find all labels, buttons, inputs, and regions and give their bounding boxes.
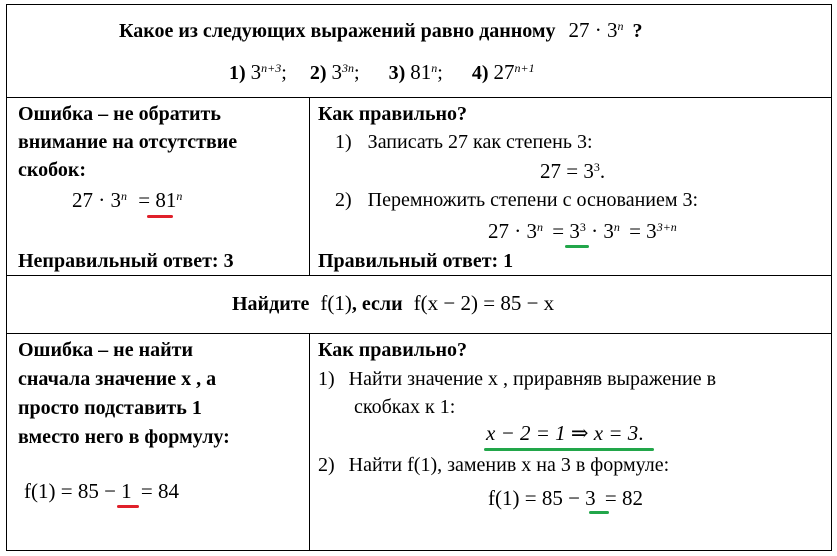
task1-correct-title: Как правильно? [318,103,468,125]
task1-right-answer: Правильный ответ: 1 [318,250,514,272]
option-2: 2) $3^{3n}$; [309,60,360,84]
divider-1 [6,97,832,98]
task2-header: Найдите f(1), если f(x − 2) = 85 − x [232,291,555,315]
task2-error-line-3: просто подставить 1 [18,397,202,419]
task1-options [229,60,535,85]
red-underline-1 [117,505,139,508]
green-underline-solution [484,448,654,451]
task1-step2-formula: $27 \cdot 3^n = 3^3 \cdot 3^n = 3^{3+n}$ [488,219,677,243]
task1-step1-formula: $27 = 3^3$. [540,159,606,183]
task2-step1-line2: скобках к 1: [354,396,456,418]
column-divider-bottom [309,333,310,551]
option-1: 1) $3^{n+3}$; [229,60,287,84]
task2-error-formula: f(1) = 85 − 1 = 84 [24,479,180,503]
divider-2 [6,275,832,276]
option-3: 3) 81$^n$; [388,60,443,84]
task1-step2: 2) Перемножить степени с основанием 3: [335,189,699,211]
column-divider-top [309,97,310,275]
divider-3 [6,333,832,334]
task1-step1: 1) Записать 27 как степень 3: [335,131,593,153]
task1-error-line-1: Ошибка – не обратить [18,103,221,125]
green-underline-3 [589,511,609,514]
task1-error-line-2: внимание на отсутствие [18,131,238,153]
task1-question [119,18,643,43]
task2-step2: 2) Найти f(1), заменив x на 3 в формуле: [318,454,670,476]
task1-error-line-3: скобок: [18,159,87,181]
task1-question-mark: ? [632,20,643,42]
task2-error-line-4: вместо него в формулу: [18,426,230,448]
task1-error-formula: $27 \cdot 3^n = 81^n$ [72,188,183,212]
red-underline-81n [147,215,173,218]
task2-error-line-2: сначала значение x , а [18,368,217,390]
task2-step2-formula: f(1) = 85 − 3 = 82 [488,486,644,510]
task2-step1-formula: x − 2 = 1 ⇒ x = 3. [486,421,644,445]
task2-error-line-1: Ошибка – не найти [18,339,193,361]
task2-correct-title: Как правильно? [318,339,468,361]
task1-question-expr: $27 \cdot 3^n$ [568,18,624,42]
task1-question-text: Какое из следующих выражений равно данному [119,20,556,42]
green-underline-3-cubed [565,245,589,248]
option-4: 4) $27^{n+1}$ [471,60,535,84]
task2-step1: 1) Найти значение x , приравняв выражение в [318,368,717,390]
task1-wrong-answer: Неправильный ответ: 3 [18,250,234,272]
